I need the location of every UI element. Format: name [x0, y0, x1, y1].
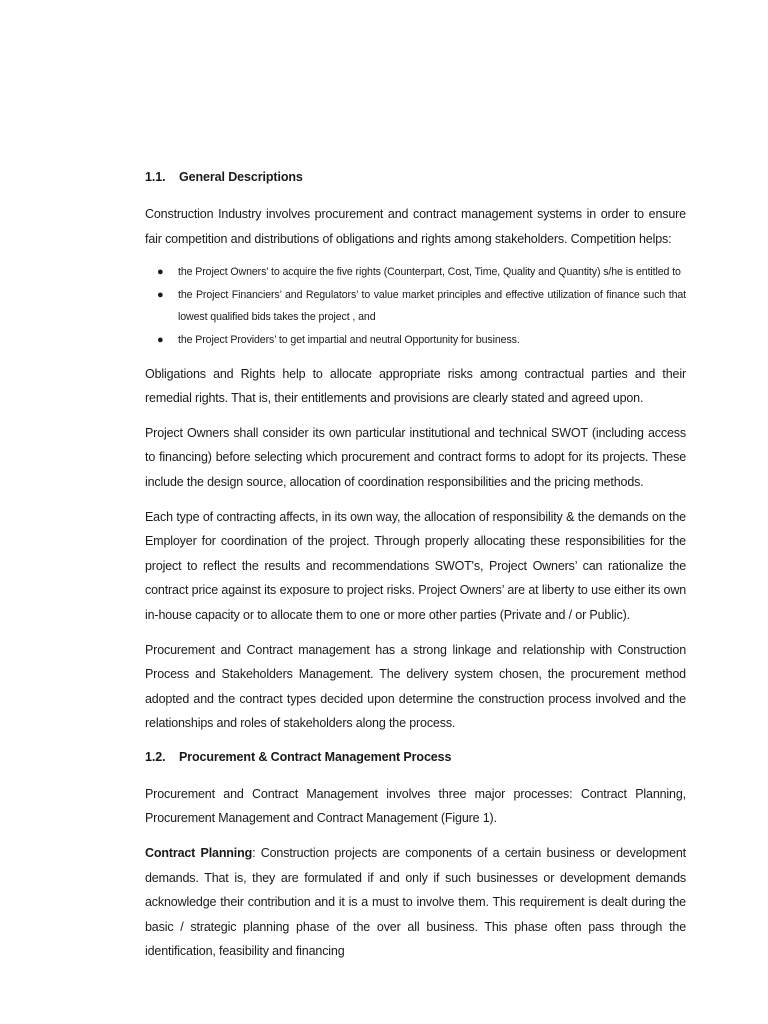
- bullet-text: the Project Owners’ to acquire the five rights (Counterpart, Cost, Time, Quality and Quantity) s/he is entitled to: [178, 266, 681, 279]
- section-heading-general-descriptions: [145, 166, 686, 188]
- competition-bullet-list: [145, 261, 686, 351]
- bullet-icon: ●: [157, 333, 164, 346]
- section-number: 1.1.: [145, 170, 166, 184]
- document-page: [145, 166, 686, 974]
- bullet-icon: ●: [157, 288, 164, 301]
- bullet-icon: ●: [157, 266, 164, 279]
- bullet-text: the Project Providers’ to get impartial and neutral Opportunity for business.: [178, 333, 520, 346]
- linkage-paragraph: Procurement and Contract management has a strong linkage and relationship with Construction Process and Stakeholders Management. The delivery system chosen, the procurement method adopted and the contract types decided upon determine the construction process involved and the relationships and roles of stakeholders along the process.: [145, 642, 686, 731]
- processes-paragraph: Procurement and Contract Management involves three major processes: Contract Planning, Procurement Management and Contract Management (Figure 1).: [145, 786, 686, 826]
- contract-planning-paragraph: [145, 841, 686, 964]
- contracting-paragraph: Each type of contracting affects, in its own way, the allocation of responsibility & the demands on the Employer for coordination of the project. Through properly allocating these responsibilities for the project to reflect the results and recommendations SWOT's, Project Owners’ can rationalize the contract price against its exposure to project risks. Project Owners’ are at liberty to use either its own in-house capacity or to allocate them to one or more other parties (Private and / or Public).: [145, 509, 686, 622]
- obligations-paragraph: Obligations and Rights help to allocate appropriate risks among contractual parties and their remedial rights. That is, their entitlements and provisions are clearly stated and agreed upon.: [145, 366, 686, 406]
- bullet-item: [145, 284, 686, 329]
- bullet-text: the Project Financiers’ and Regulators’ to value market principles and effective utilization of finance such that lowest qualified bids takes the project , and: [178, 288, 686, 324]
- section-number: 1.2.: [145, 749, 166, 764]
- swot-paragraph: Project Owners shall consider its own particular institutional and technical SWOT (including access to financing) before selecting which procurement and contract forms to adopt for its projects. These include the design source, allocation of coordination responsibilities and the pricing methods.: [145, 425, 686, 489]
- section-heading-procurement-process: [145, 746, 686, 768]
- section-title: Procurement & Contract Management Process: [179, 749, 452, 764]
- contract-planning-text: : Construction projects are components of a certain business or development demands. That is, they are formulated if and only if such businesses or development demands acknowledge their contribution and it is a must to involve them. This requirement is dealt during the basic / strategic planning phase of the over all business. This phase often pass through the identification, feasibility and financing: [145, 846, 686, 959]
- contract-planning-label: Contract Planning: [145, 846, 253, 861]
- bullet-item: [145, 261, 686, 284]
- bullet-item: [145, 329, 686, 352]
- intro-paragraph: Construction Industry involves procurement and contract management systems in order to ensure fair competition and distributions of obligations and rights among stakeholders. Competition helps:: [145, 207, 686, 246]
- section-title: General Descriptions: [179, 170, 303, 184]
